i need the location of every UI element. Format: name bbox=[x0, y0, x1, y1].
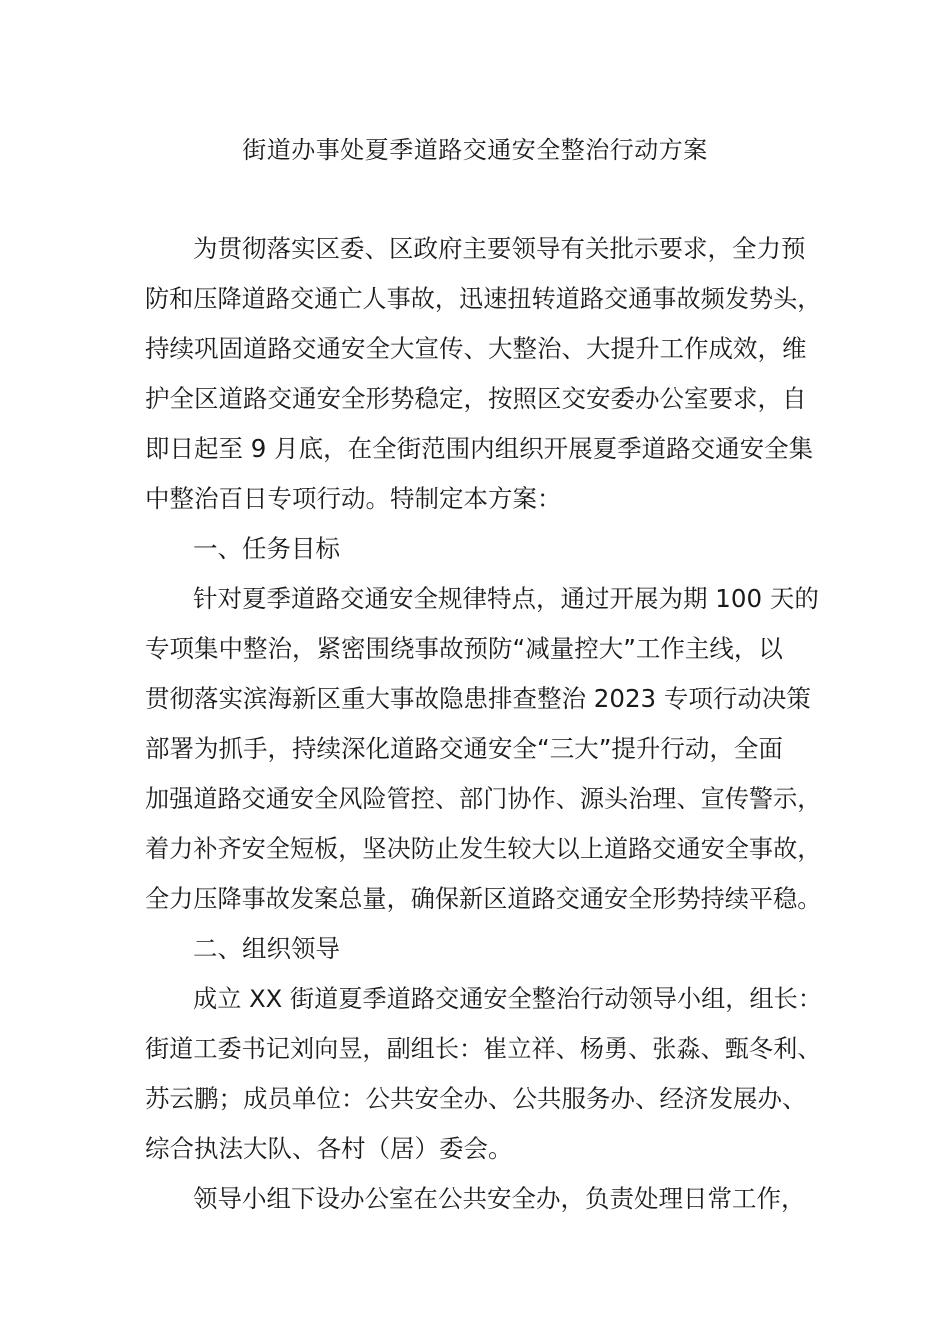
paragraph-line: 着力补齐安全短板，坚决防止发生较大以上道路交通安全事故， bbox=[145, 835, 822, 863]
paragraph-line: 中整治百日专项行动。特制定本方案： bbox=[145, 484, 562, 513]
document-title: 街道办事处夏季道路交通安全整治行动方案 bbox=[242, 136, 708, 164]
paragraph-line: 加强道路交通安全风险管控、部门协作、源头治理、宣传警示， bbox=[145, 785, 822, 813]
paragraph-line: 专项集中整治，紧密围绕事故预防“减量控大”工作主线，以 bbox=[145, 634, 783, 663]
paragraph-line: 针对夏季道路交通安全规律特点，通过开展为期 100 天的 bbox=[193, 584, 819, 613]
paragraph-line: 苏云鹏；成员单位：公共安全办、公共服务办、经济发展办、 bbox=[145, 1084, 807, 1113]
paragraph-line: 持续巩固道路交通安全大宣传、大整治、大提升工作成效，维 bbox=[145, 334, 807, 363]
paragraph-line: 防和压降道路交通亡人事故，迅速扭转道路交通事故频发势头， bbox=[145, 285, 822, 313]
paragraph-line: 综合执法大队、各村（居）委会。 bbox=[145, 1134, 513, 1163]
paragraph-line: 部署为抓手，持续深化道路交通安全“三大”提升行动，全面 bbox=[145, 734, 783, 763]
paragraph-line: 街道工委书记刘向昱，副组长：崔立祥、杨勇、张淼、甄冬利、 bbox=[145, 1035, 822, 1063]
paragraph-line: 贯彻落实滨海新区重大事故隐患排查整治 2023 专项行动决策 bbox=[145, 684, 811, 713]
section-heading: 二、组织领导 bbox=[193, 934, 340, 963]
paragraph-line: 为贯彻落实区委、区政府主要领导有关批示要求，全力预 bbox=[193, 234, 806, 263]
section-heading: 一、任务目标 bbox=[193, 534, 340, 563]
paragraph-line: 即日起至 9 月底，在全街范围内组织开展夏季道路交通安全集 bbox=[145, 434, 814, 463]
paragraph-line: 全力压降事故发案总量，确保新区道路交通安全形势持续平稳。 bbox=[145, 885, 822, 913]
paragraph-line: 护全区道路交通安全形势稳定，按照区交安委办公室要求，自 bbox=[145, 384, 807, 413]
paragraph-line: 领导小组下设办公室在公共安全办，负责处理日常工作， bbox=[193, 1184, 806, 1213]
paragraph-line: 成立 XX 街道夏季道路交通安全整治行动领导小组，组长： bbox=[193, 985, 823, 1013]
